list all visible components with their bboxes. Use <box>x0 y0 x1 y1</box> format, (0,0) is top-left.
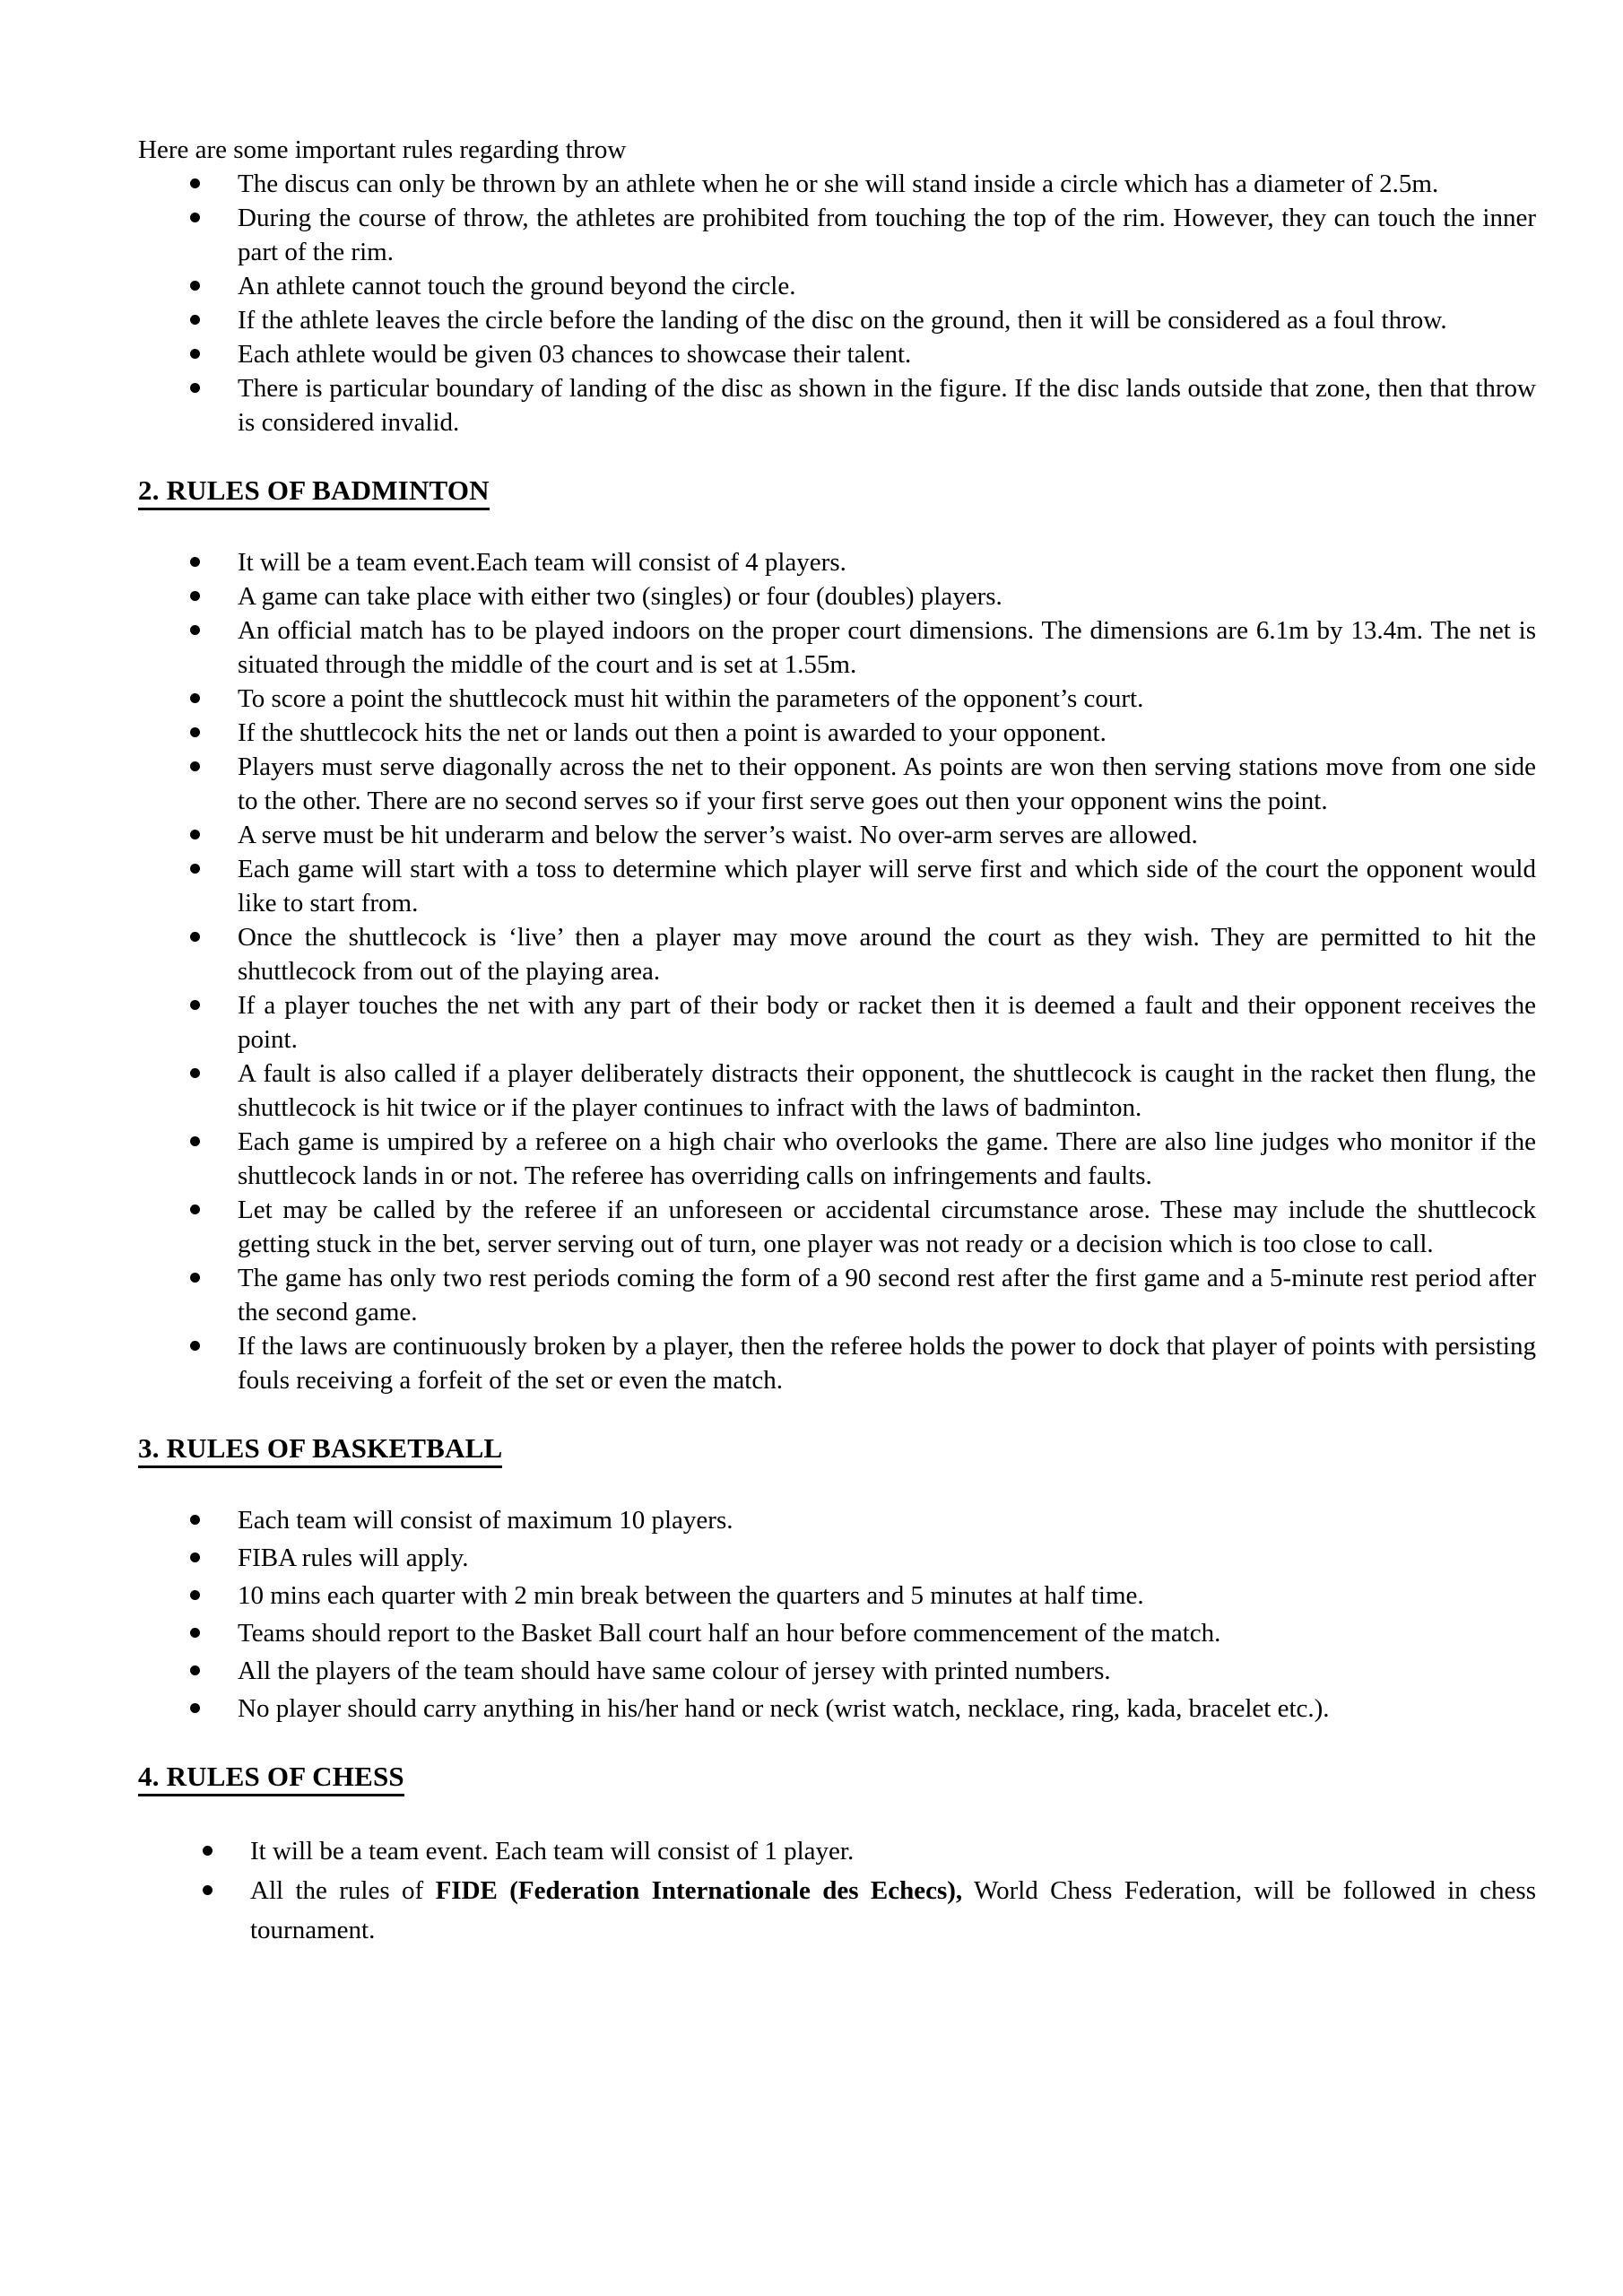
rule-item: An athlete cannot touch the ground beyond the circle. <box>238 269 1536 303</box>
rule-item: It will be a team event. Each team will consist of 1 player. <box>250 1831 1536 1871</box>
rules-list <box>138 1831 1536 1950</box>
rule-item <box>250 1871 1536 1950</box>
rules-list <box>138 167 1536 439</box>
rule-item: A serve must be hit underarm and below the server’s waist. No over-arm serves are allowed. <box>238 818 1536 852</box>
rule-item: Each game is umpired by a referee on a high chair who overlooks the game. There are also line judges who monitor if the shuttlecock lands in or not. The referee has overriding calls on infringements and faults. <box>238 1125 1536 1193</box>
rule-item: Players must serve diagonally across the net to their opponent. As points are won then serving stations move from one side to the other. There are no second serves so if your first serve goes out then your opponent wins the point. <box>238 750 1536 818</box>
rule-item: A fault is also called if a player deliberately distracts their opponent, the shuttlecock is caught in the racket then flung, the shuttlecock is hit twice or if the player continues to infract with the laws of badminton. <box>238 1057 1536 1125</box>
rules-list <box>138 1503 1536 1726</box>
rule-item: Once the shuttlecock is ‘live’ then a player may move around the court as they wish. They are permitted to hit the shuttlecock from out of the playing area. <box>238 920 1536 988</box>
rule-item: An official match has to be played indoors on the proper court dimensions. The dimensions are 6.1m by 13.4m. The net is situated through the middle of the court and is set at 1.55m. <box>238 613 1536 682</box>
rule-item: Each team will consist of maximum 10 players. <box>238 1503 1536 1537</box>
rule-item: A game can take place with either two (singles) or four (doubles) players. <box>238 579 1536 613</box>
rule-item: To score a point the shuttlecock must hit within the parameters of the opponent’s court. <box>238 682 1536 716</box>
rule-item: Each athlete would be given 03 chances to showcase their talent. <box>238 337 1536 371</box>
rule-item: If the shuttlecock hits the net or lands out then a point is awarded to your opponent. <box>238 716 1536 750</box>
bold-text: FIDE (Federation Internationale des Echecs), <box>435 1876 963 1905</box>
rule-item: If the laws are continuously broken by a player, then the referee holds the power to dock that player of points with persisting fouls receiving a forfeit of the set or even the match. <box>238 1329 1536 1397</box>
rule-item: 10 mins each quarter with 2 min break between the quarters and 5 minutes at half time. <box>238 1578 1536 1613</box>
rule-item: If the athlete leaves the circle before the landing of the disc on the ground, then it will be considered as a foul throw. <box>238 303 1536 337</box>
rule-item: The game has only two rest periods coming the form of a 90 second rest after the first game and a 5-minute rest period after the second game. <box>238 1261 1536 1329</box>
rule-item: During the course of throw, the athletes are prohibited from touching the top of the rim. However, they can touch the inner part of the rim. <box>238 201 1536 269</box>
section-heading <box>138 1430 1536 1467</box>
plain-text: All the rules of <box>250 1876 436 1905</box>
rule-item: The discus can only be thrown by an athlete when he or she will stand inside a circle which has a diameter of 2.5m. <box>238 167 1536 201</box>
rule-item: If a player touches the net with any part of their body or racket then it is deemed a fault and their opponent receives the point. <box>238 988 1536 1057</box>
section-heading-text: 3. RULES OF BASKETBALL <box>138 1432 502 1468</box>
intro-paragraph: Here are some important rules regarding throw <box>138 135 627 164</box>
sections-container <box>138 167 1536 1950</box>
section-heading <box>138 1758 1536 1796</box>
rule-item: Each game will start with a toss to determine which player will serve first and which side of the court the opponent would like to start from. <box>238 852 1536 920</box>
section-heading-text: 2. RULES OF BADMINTON <box>138 474 490 510</box>
plain-text: World Chess Federation, will be followed in chess tournament. <box>250 1876 1536 1944</box>
rule-item: No player should carry anything in his/her hand or neck (wrist watch, necklace, ring, kada, bracelet etc.). <box>238 1692 1536 1726</box>
rule-item: There is particular boundary of landing of the disc as shown in the figure. If the disc lands outside that zone, then that throw is considered invalid. <box>238 371 1536 439</box>
rule-item: Teams should report to the Basket Ball court half an hour before commencement of the match. <box>238 1616 1536 1650</box>
rules-list <box>138 545 1536 1397</box>
rule-item: It will be a team event.Each team will consist of 4 players. <box>238 545 1536 579</box>
section-heading-text: 4. RULES OF CHESS <box>138 1761 404 1796</box>
section-heading <box>138 472 1536 509</box>
rule-item: Let may be called by the referee if an unforeseen or accidental circumstance arose. These may include the shuttlecock getting stuck in the bet, server serving out of turn, one player was not ready or a decision which is too close to call. <box>238 1193 1536 1261</box>
rule-item: All the players of the team should have same colour of jersey with printed numbers. <box>238 1654 1536 1688</box>
rule-item: FIBA rules will apply. <box>238 1541 1536 1575</box>
